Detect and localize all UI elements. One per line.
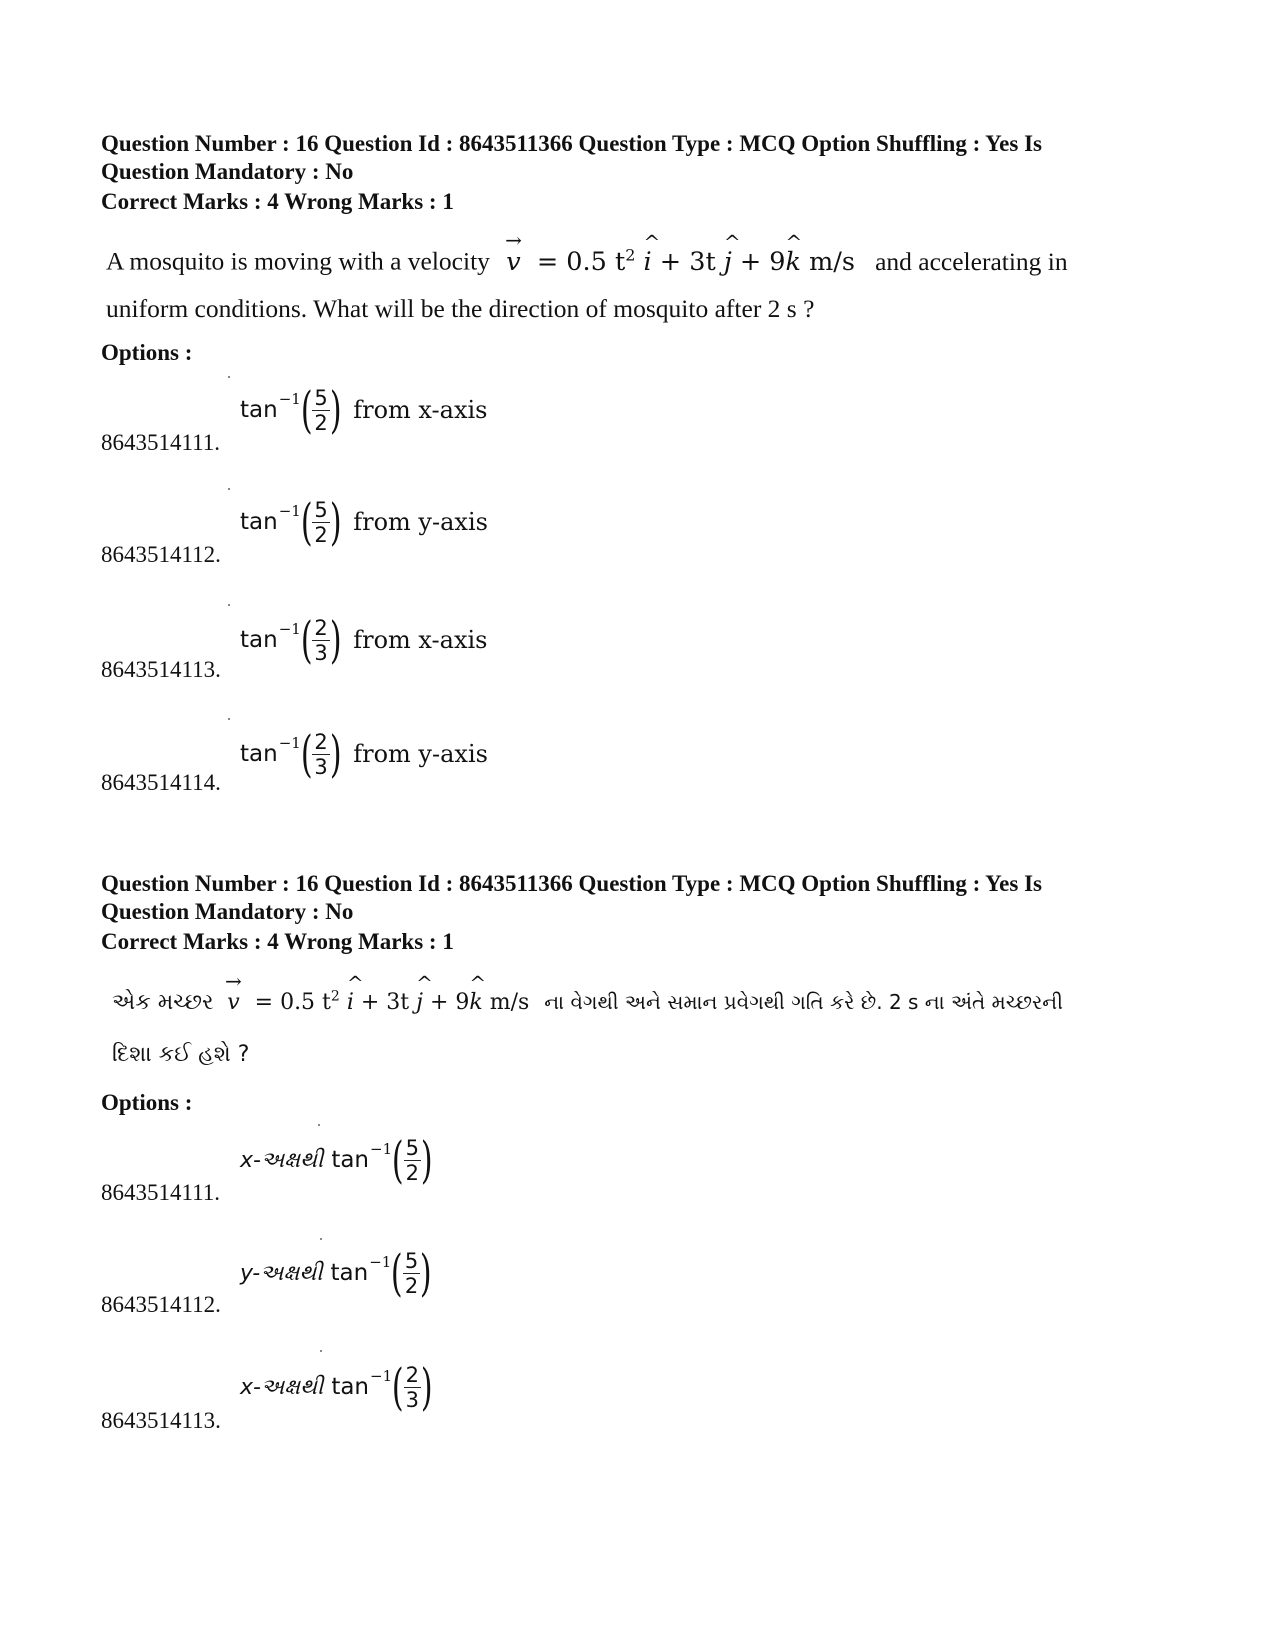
unit-vector-k: ^ k <box>786 247 801 277</box>
scan-dot <box>320 1238 322 1240</box>
question-text-part: A mosquito is moving with a velocity <box>106 246 490 276</box>
option-3[interactable] <box>240 1355 433 1419</box>
fraction <box>312 616 329 665</box>
velocity-exponent: 2 <box>330 989 340 1005</box>
right-paren: ) <box>420 1244 432 1302</box>
right-paren: ) <box>329 381 342 439</box>
tan-function: tan <box>240 509 278 535</box>
option-4[interactable] <box>240 722 488 786</box>
option-id: 8643514112. <box>101 542 221 567</box>
axis-prefix: x-અક્ષથી <box>240 1147 324 1173</box>
axis-text: from y-axis <box>353 740 488 768</box>
velocity-unit: m/s <box>801 246 855 277</box>
option-id: 8643514114. <box>101 770 221 795</box>
left-paren: ( <box>300 725 313 783</box>
option-id: 8643514111. <box>101 1180 221 1205</box>
fraction-denominator: 2 <box>404 1273 419 1298</box>
velocity-equation <box>506 247 863 277</box>
axis-text: from y-axis <box>353 508 488 536</box>
left-paren: ( <box>391 1244 403 1302</box>
inverse-exponent: −1 <box>278 502 301 520</box>
question-meta-line: Question Number : 16 Question Id : 8643511366 Question Type : MCQ Option Shuffling : Yes Is <box>101 871 1042 896</box>
question-meta <box>101 870 1181 926</box>
inverse-exponent: −1 <box>370 1367 393 1385</box>
fraction-denominator: 3 <box>314 640 328 665</box>
scan-dot <box>318 1124 320 1126</box>
tan-function: tan <box>240 397 278 423</box>
unit-vector-i: ^ i <box>347 988 354 1018</box>
fraction-numerator: 2 <box>314 729 328 754</box>
scan-dot <box>228 376 230 378</box>
option-id: 8643514113. <box>101 657 221 682</box>
velocity-term: + 3t <box>651 246 724 277</box>
velocity-term: = 0.5 t <box>254 990 331 1016</box>
left-paren: ( <box>300 611 313 669</box>
inverse-exponent: −1 <box>278 620 301 638</box>
question-meta-line: Question Mandatory : No <box>101 899 354 924</box>
tan-function: tan <box>240 627 278 653</box>
unit-vector-i: ^ i <box>644 247 652 277</box>
option-id: 8643514112. <box>101 1292 221 1317</box>
velocity-term: + 9 <box>422 990 470 1016</box>
fraction-denominator: 3 <box>405 1387 420 1412</box>
left-paren: ( <box>300 493 313 551</box>
fraction <box>312 730 329 779</box>
options-label: Options : <box>101 340 193 365</box>
scan-dot <box>320 1350 322 1352</box>
question-text-line: uniform conditions. What will be the direction of mosquito after 2 s ? <box>106 294 815 323</box>
left-paren: ( <box>392 1358 404 1416</box>
tan-function: tan <box>331 1147 370 1173</box>
right-paren: ) <box>329 725 342 783</box>
axis-prefix: y-અક્ષથી <box>240 1260 323 1286</box>
velocity-term: + 3t <box>353 990 417 1016</box>
fraction <box>312 386 329 435</box>
fraction-denominator: 3 <box>314 754 328 779</box>
velocity-term: + 9 <box>731 246 786 277</box>
question-text-line: દિશા કઈ હશે ? <box>112 1042 250 1067</box>
unit-vector-j: ^ j <box>724 247 732 277</box>
fraction <box>404 1136 421 1185</box>
option-2[interactable] <box>240 1241 432 1305</box>
fraction <box>403 1249 420 1298</box>
option-id: 8643514111. <box>101 430 221 455</box>
axis-text: from x-axis <box>353 626 488 654</box>
fraction-numerator: 2 <box>314 615 328 640</box>
right-paren: ) <box>329 611 342 669</box>
axis-text: from x-axis <box>353 396 488 424</box>
option-id: 8643514113. <box>101 1408 221 1433</box>
velocity-unit: m/s <box>482 990 530 1016</box>
question-text <box>112 982 1222 1018</box>
inverse-exponent: −1 <box>278 734 301 752</box>
velocity-symbol: → v <box>506 247 520 277</box>
fraction-numerator: 2 <box>405 1362 420 1387</box>
scan-dot <box>228 718 230 720</box>
unit-vector-j: ^ j <box>416 988 423 1018</box>
option-1[interactable] <box>240 1128 433 1192</box>
right-paren: ) <box>420 1358 433 1416</box>
options-label: Options : <box>101 1090 193 1115</box>
tan-function: tan <box>240 741 278 767</box>
question-meta-line: Question Number : 16 Question Id : 8643511366 Question Type : MCQ Option Shuffling : Yes Is <box>101 131 1042 156</box>
fraction-denominator: 2 <box>314 522 328 547</box>
inverse-exponent: −1 <box>370 1140 393 1158</box>
fraction <box>312 498 329 547</box>
left-paren: ( <box>392 1131 404 1189</box>
velocity-exponent: 2 <box>625 245 636 264</box>
option-3[interactable] <box>240 608 487 672</box>
fraction-denominator: 2 <box>314 410 328 435</box>
option-2[interactable] <box>240 490 488 554</box>
option-1[interactable] <box>240 378 487 442</box>
fraction-numerator: 5 <box>314 497 328 522</box>
inverse-exponent: −1 <box>278 390 301 408</box>
tan-function: tan <box>331 1374 370 1400</box>
fraction-numerator: 5 <box>314 385 328 410</box>
question-text-part: એક મચ્છર <box>112 990 214 1016</box>
inverse-exponent: −1 <box>369 1253 392 1271</box>
left-paren: ( <box>300 381 313 439</box>
question-text-part: ના વેગથી અને સમાન પ્રવેગથી ગતિ કરે છે. 2 s ના અંતે મચ્છરની <box>544 990 1063 1015</box>
unit-vector-k: ^ k <box>469 988 482 1018</box>
fraction <box>404 1363 421 1412</box>
axis-prefix: x-અક્ષથી <box>240 1374 324 1400</box>
right-paren: ) <box>329 493 342 551</box>
velocity-symbol: → v <box>227 988 239 1018</box>
velocity-equation <box>227 990 536 1015</box>
scan-dot <box>228 488 230 490</box>
marks-line: Correct Marks : 4 Wrong Marks : 1 <box>101 189 454 214</box>
question-text-part: and accelerating in <box>875 246 1068 276</box>
velocity-term: = 0.5 t <box>536 246 626 277</box>
question-meta <box>101 130 1181 186</box>
right-paren: ) <box>420 1131 433 1189</box>
fraction-denominator: 2 <box>405 1160 420 1185</box>
tan-function: tan <box>330 1260 369 1286</box>
scan-dot <box>228 604 230 606</box>
question-text <box>106 240 1216 277</box>
marks-line: Correct Marks : 4 Wrong Marks : 1 <box>101 929 454 954</box>
fraction-numerator: 5 <box>405 1135 420 1160</box>
question-meta-line: Question Mandatory : No <box>101 159 354 184</box>
fraction-numerator: 5 <box>404 1248 419 1273</box>
